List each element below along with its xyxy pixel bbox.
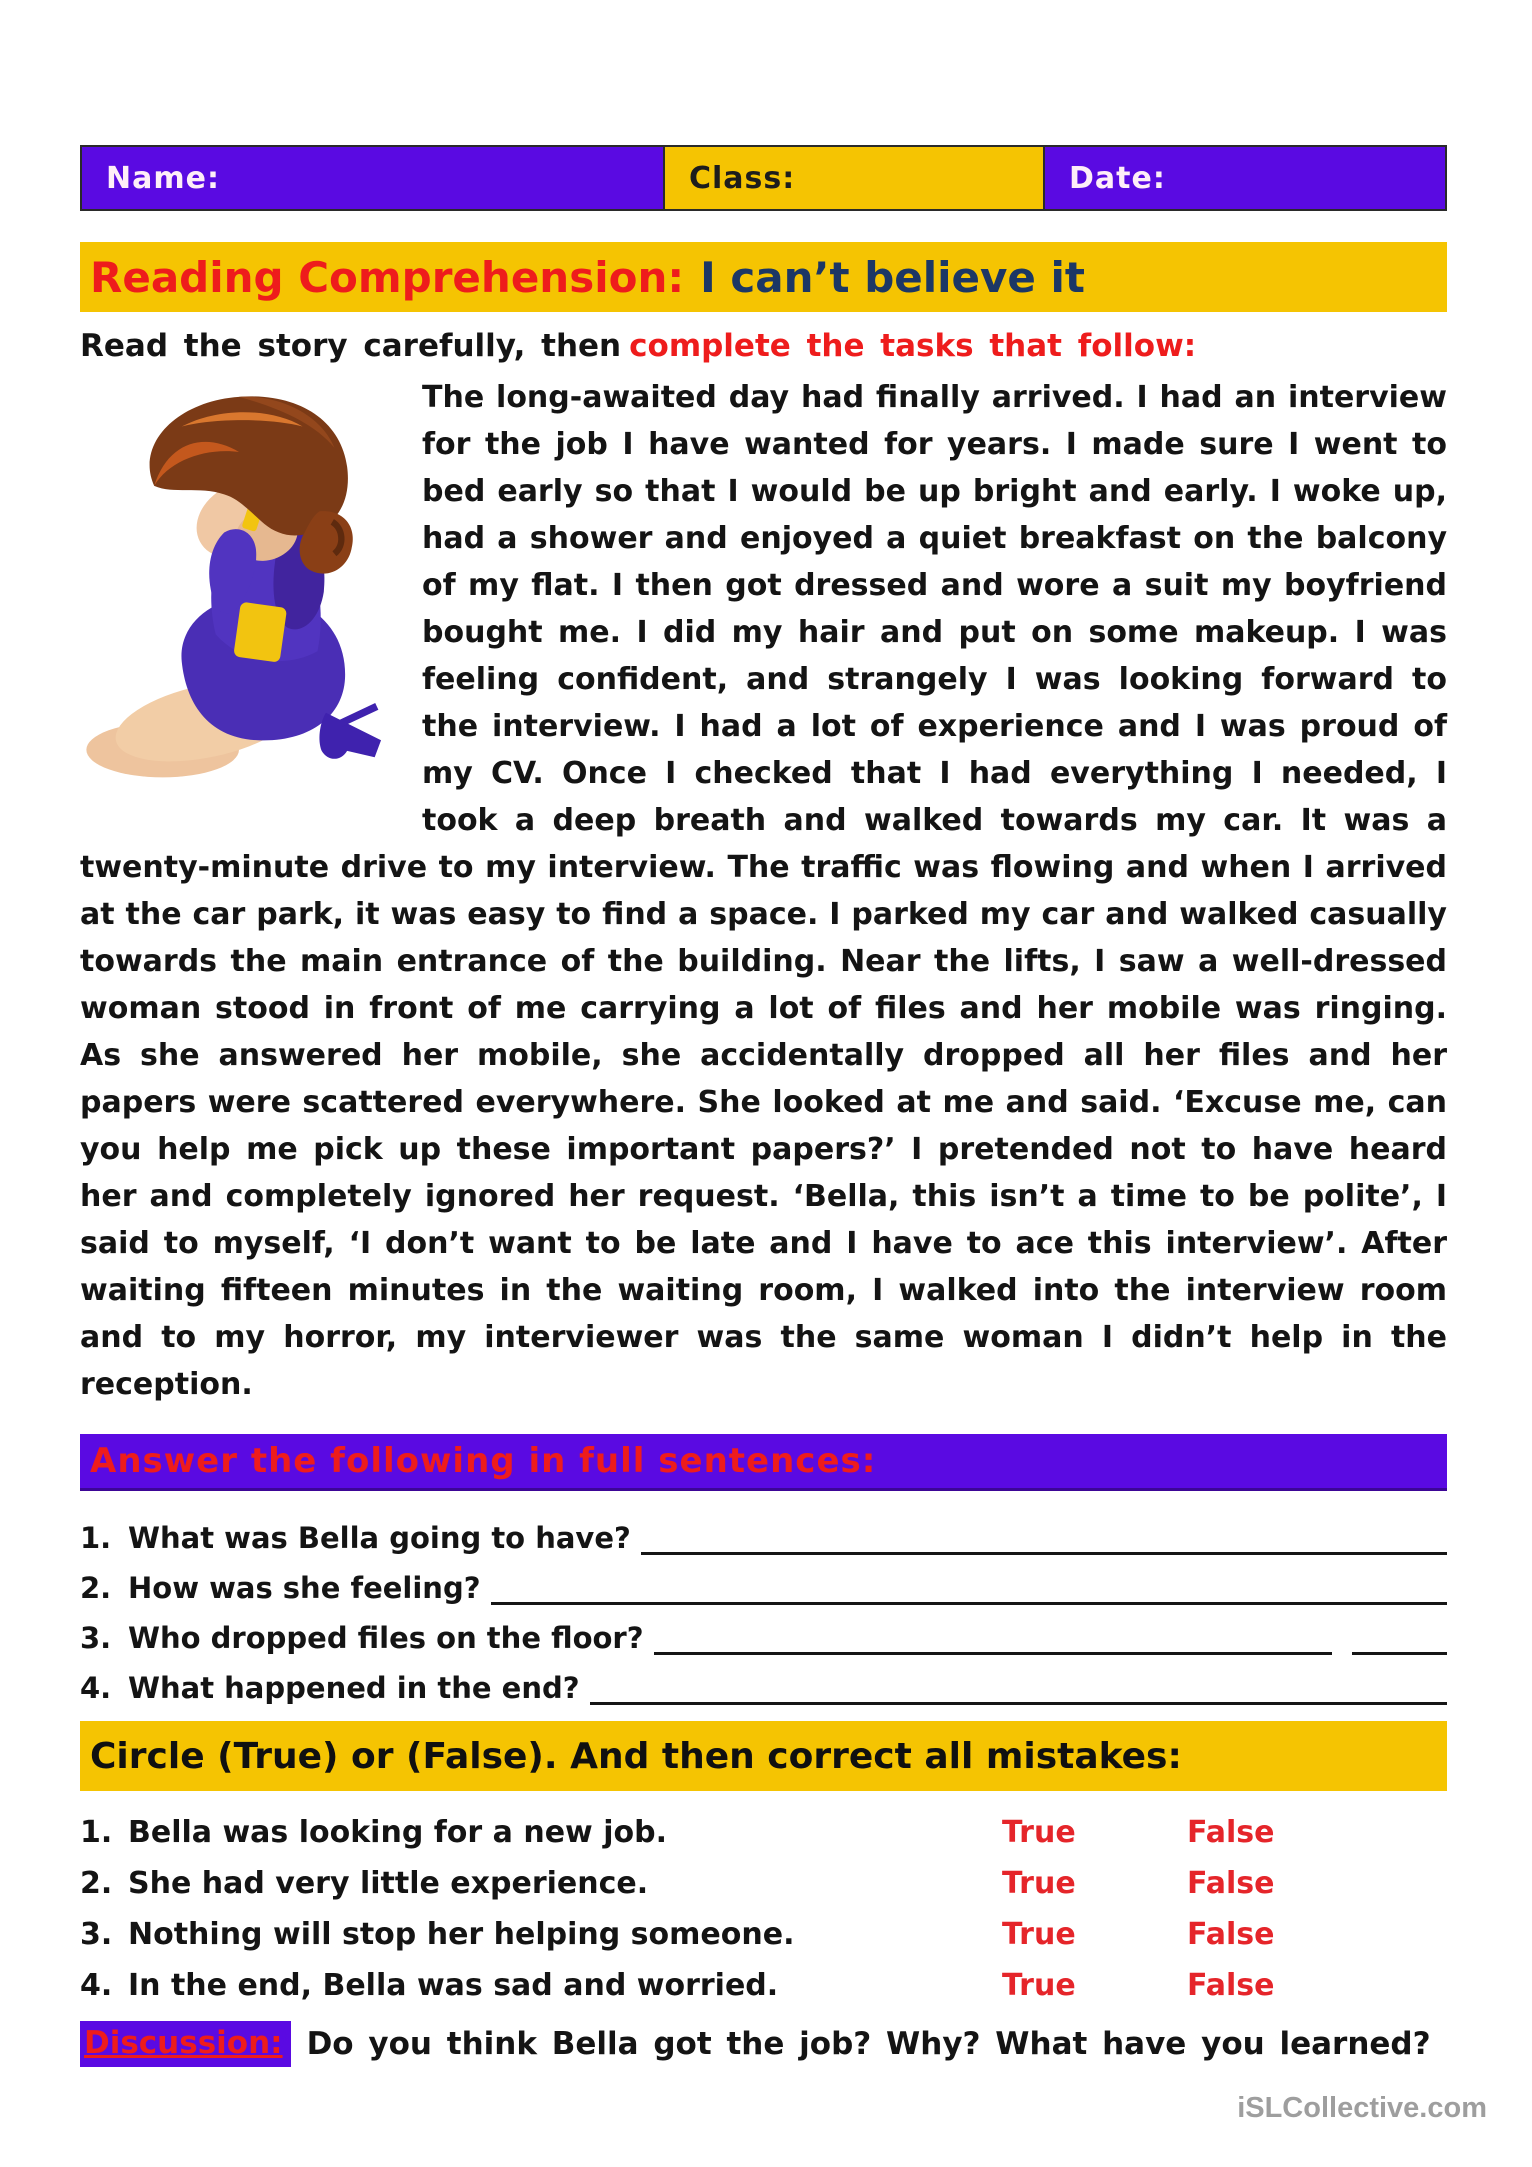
- islcollective-watermark: iSLCollective.com: [1237, 2092, 1487, 2124]
- name-label: Name:: [106, 160, 220, 196]
- statement-number: 3.: [80, 1917, 113, 1952]
- truefalse-row-3: [80, 1909, 1447, 1960]
- question-text: How was she feeling?: [128, 1571, 481, 1605]
- answer-section-heading: Answer the following in full sentences:: [90, 1441, 877, 1481]
- true-option[interactable]: True: [1002, 1815, 1076, 1850]
- truefalse-section-heading: Circle (True) or (False). And then correct all mistakes:: [90, 1735, 1182, 1777]
- truefalse-row-4: [80, 1960, 1447, 2011]
- true-option[interactable]: True: [1002, 1917, 1076, 1952]
- question-text: What happened in the end?: [128, 1671, 580, 1705]
- truefalse-section-header: [80, 1721, 1447, 1791]
- discussion-label: Discussion:: [80, 2021, 291, 2067]
- question-number: 3.: [80, 1621, 112, 1655]
- question-list: [80, 1505, 1447, 1705]
- title-prefix: Reading Comprehension:: [90, 252, 685, 302]
- truefalse-list: [80, 1807, 1447, 2011]
- statement-text: Nothing will stop her helping someone.: [128, 1917, 795, 1952]
- truefalse-row-2: [80, 1858, 1447, 1909]
- story-text: The long-awaited day had finally arrived. I had an interview for the job I have wanted for years. I made sure I went to bed early so that I would be up bright and early. I woke up, had a shower and enjoyed a quiet breakfast on the balcony of my flat. I then got dressed and wore a suit my boyfriend bought me. I did my hair and put on some makeup. I was feeling confident, and strangely I was looking forward to the interview. I had a lot of experience and I was proud of my CV. Once I checked that I had everything I needed, I took a deep breath and walked towards my car. It was a twenty-minute drive to my interview. The traffic was flowing and when I arrived at the car park, it was easy to find a space. I parked my car and walked casually towards the main entrance of the building. Near the lifts, I saw a well-dressed woman stood in front of me carrying a lot of files and her mobile was ringing. As she answered her mobile, she accidentally dropped all her files and her papers were scattered everywhere. She looked at me and said. ‘Excuse me, can you help me pick up these important papers?’ I pretended not to have heard her and completely ignored her request. ‘Bella, this isn’t a time to be polite’, I said to myself, ‘I don’t want to be late and I have to ace this interview’. After waiting fifteen minutes in the waiting room, I walked into the interview room and to my horror, my interviewer was the same woman I didn’t help in the reception.: [80, 380, 1447, 1402]
- true-option[interactable]: True: [1002, 1968, 1076, 2003]
- statement-text: Bella was looking for a new job.: [128, 1815, 667, 1850]
- worksheet-title-bar: [80, 242, 1447, 312]
- class-label: Class:: [689, 160, 796, 196]
- question-row-2: [80, 1555, 1447, 1605]
- false-option[interactable]: False: [1187, 1968, 1275, 2003]
- question-number: 4.: [80, 1671, 112, 1705]
- statement-number: 2.: [80, 1866, 113, 1901]
- statement-number: 4.: [80, 1968, 113, 2003]
- name-field[interactable]: [80, 145, 665, 211]
- answer-blank[interactable]: [654, 1616, 1332, 1655]
- statement-text: In the end, Bella was sad and worried.: [128, 1968, 779, 2003]
- truefalse-row-1: [80, 1807, 1447, 1858]
- question-row-1: [80, 1505, 1447, 1555]
- date-label: Date:: [1069, 160, 1166, 196]
- false-option[interactable]: False: [1187, 1866, 1275, 1901]
- false-option[interactable]: False: [1187, 1815, 1275, 1850]
- instruction-black: Read the story carefully, then: [80, 328, 622, 364]
- date-field[interactable]: [1045, 145, 1447, 211]
- question-text: Who dropped files on the floor?: [128, 1621, 644, 1655]
- answer-blank[interactable]: [491, 1566, 1447, 1605]
- statement-number: 1.: [80, 1815, 113, 1850]
- question-number: 1.: [80, 1521, 112, 1555]
- answer-blank[interactable]: [590, 1666, 1447, 1705]
- discussion-question: Do you think Bella got the job? Why? What have you learned?: [306, 2026, 1431, 2062]
- instruction-line: [80, 328, 1447, 364]
- answer-blank[interactable]: [641, 1516, 1447, 1555]
- answer-section-header: [80, 1434, 1447, 1491]
- statement-text: She had very little experience.: [128, 1866, 649, 1901]
- question-number: 2.: [80, 1571, 112, 1605]
- woman-crying-illustration: [80, 378, 398, 793]
- answer-blank-short[interactable]: [1352, 1616, 1447, 1655]
- false-option[interactable]: False: [1187, 1917, 1275, 1952]
- title-story-name: I can’t believe it: [700, 252, 1085, 302]
- instruction-red: complete the tasks that follow:: [629, 328, 1197, 364]
- true-option[interactable]: True: [1002, 1866, 1076, 1901]
- class-field[interactable]: [665, 145, 1045, 211]
- story-paragraph: [80, 374, 1447, 1408]
- discussion-row: [80, 2021, 1447, 2067]
- question-row-4: [80, 1655, 1447, 1705]
- student-info-bar: [80, 145, 1447, 211]
- question-text: What was Bella going to have?: [128, 1521, 631, 1555]
- question-row-3: [80, 1605, 1447, 1655]
